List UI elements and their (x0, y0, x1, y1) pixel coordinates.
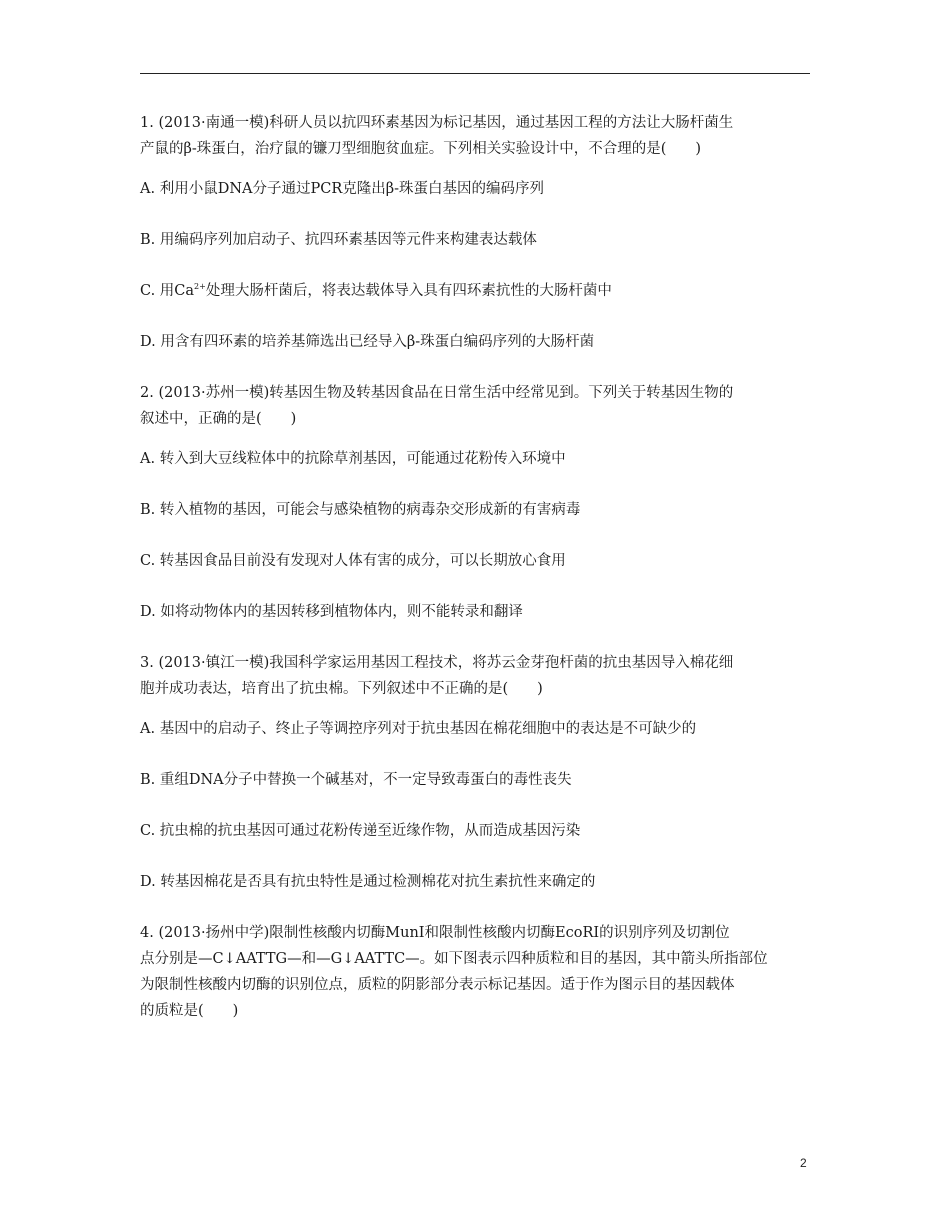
question-3-stem (140, 650, 810, 702)
question-1-option-b: B. 用编码序列加启动子、抗四环素基因等元件来构建表达载体 (140, 232, 537, 248)
question-3-option-a: A. 基因中的启动子、终止子等调控序列对于抗虫基因在棉花细胞中的表达是不可缺少的 (140, 721, 697, 737)
question-stem-line: 产鼠的β-珠蛋白，治疗鼠的镰刀型细胞贫血症。下列相关实验设计中，不合理的是( ) (140, 141, 702, 157)
question-stem-line: 1. (2013·南通一模)科研人员以抗四环素基因为标记基因，通过基因工程的方法让大肠杆菌生 (140, 115, 734, 131)
question-stem-line: 4. (2013·扬州中学)限制性核酸内切酶MunⅠ和限制性核酸内切酶EcoRⅠ的识别序列及切割位 (140, 925, 730, 941)
question-stem-line: 3. (2013·镇江一模)我国科学家运用基因工程技术，将苏云金芽孢杆菌的抗虫基因导入棉花细 (140, 655, 734, 671)
superscript-charge: 2+ (194, 282, 206, 291)
question-1-option-d: D. 用含有四环素的培养基筛选出已经导入β-珠蛋白编码序列的大肠杆菌 (140, 334, 595, 350)
question-3-option-c: C. 抗虫棉的抗虫基因可通过花粉传递至近缘作物，从而造成基因污染 (140, 823, 581, 839)
question-3-option-b: B. 重组DNA分子中替换一个碱基对，不一定导致毒蛋白的毒性丧失 (140, 772, 572, 788)
header-rule (140, 73, 810, 74)
question-stem-line: 的质粒是( ) (140, 1003, 239, 1019)
question-1-stem (140, 110, 810, 162)
question-stem-line: 为限制性核酸内切酶的识别位点，质粒的阴影部分表示标记基因。适于作为图示目的基因载体 (140, 977, 735, 993)
question-2-option-a: A. 转入到大豆线粒体中的抗除草剂基因，可能通过花粉传入环境中 (140, 451, 566, 467)
question-2-option-d: D. 如将动物体内的基因转移到植物体内，则不能转录和翻译 (140, 604, 523, 620)
question-stem-line: 胞并成功表达，培育出了抗虫棉。下列叙述中不正确的是( ) (140, 681, 543, 697)
option-text: 处理大肠杆菌后，将表达载体导入具有四环素抗性的大肠杆菌中 (205, 283, 612, 299)
question-4-stem (140, 920, 810, 1024)
option-text: C. 用Ca (140, 283, 195, 299)
question-list (140, 110, 810, 1038)
page-number: 2 (800, 1156, 807, 1170)
question-2-option-b: B. 转入植物的基因，可能会与感染植物的病毒杂交形成新的有害病毒 (140, 502, 581, 518)
question-stem-line: 2. (2013·苏州一模)转基因生物及转基因食品在日常生活中经常见到。下列关于转基因生物的 (140, 385, 734, 401)
question-stem-line: 点分别是—C↓AATTG—和—G↓AATTC—。如下图表示四种质粒和目的基因，其中箭头所指部位 (140, 951, 768, 967)
question-1-option-a: A. 利用小鼠DNA分子通过PCR克隆出β-珠蛋白基因的编码序列 (140, 181, 545, 197)
question-2-option-c: C. 转基因食品目前没有发现对人体有害的成分，可以长期放心食用 (140, 553, 566, 569)
question-3-option-d: D. 转基因棉花是否具有抗虫特性是通过检测棉花对抗生素抗性来确定的 (140, 874, 596, 890)
question-1-option-c (140, 278, 810, 304)
question-2-stem (140, 380, 810, 432)
question-stem-line: 叙述中，正确的是( ) (140, 411, 297, 427)
